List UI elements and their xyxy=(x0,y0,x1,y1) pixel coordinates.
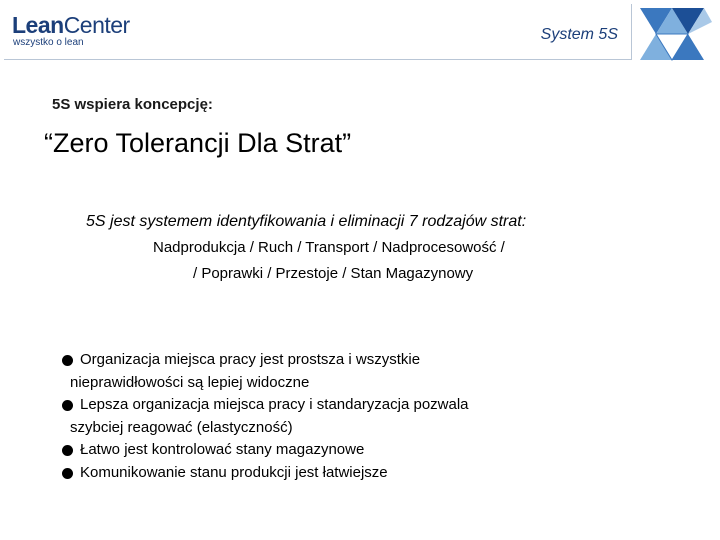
triangles-logo-icon xyxy=(636,4,716,64)
list-item-line: Lepsza organizacja miejsca pracy i standaryzacja pozwala xyxy=(80,396,469,413)
slide-header xyxy=(0,0,720,70)
logo-tagline: wszystko o lean xyxy=(13,37,84,48)
definition-line-1: 5S jest systemem identyfikowania i eliminacji 7 rodzajów strat: xyxy=(86,213,527,230)
definition-line-3: / Poprawki / Przestoje / Stan Magazynowy xyxy=(193,265,474,282)
list-item xyxy=(62,439,469,462)
list-item-line: Łatwo jest kontrolować stany magazynowe xyxy=(80,441,365,458)
bullet-dot-icon xyxy=(62,468,73,479)
bullet-dot-icon xyxy=(62,400,73,411)
leancenter-logo xyxy=(12,14,130,48)
slide-main-title: “Zero Tolerancji Dla Strat” xyxy=(44,128,352,158)
header-title: System 5S xyxy=(540,26,618,43)
bullet-dot-icon xyxy=(62,445,73,456)
slide-subtitle: 5S wspiera koncepcję: xyxy=(52,96,213,113)
logo-lean-text: Lean xyxy=(12,12,64,38)
list-item xyxy=(62,462,469,485)
list-item-continuation: nieprawidłowości są lepiej widoczne xyxy=(70,373,310,391)
list-item xyxy=(62,394,469,417)
list-item-continuation: szybciej reagować (elastyczność) xyxy=(70,418,293,436)
list-item xyxy=(62,349,469,372)
logo-center-text: Center xyxy=(63,12,130,38)
list-item-line: Komunikowanie stanu produkcji jest łatwiejsze xyxy=(80,463,388,481)
list-item-line: Organizacja miejsca pracy jest prostsza i wszystkie xyxy=(80,351,421,368)
definition-line-2: Nadprodukcja / Ruch / Transport / Nadprocesowość / xyxy=(153,239,505,256)
benefits-list xyxy=(62,349,469,484)
bullet-dot-icon xyxy=(62,355,73,366)
